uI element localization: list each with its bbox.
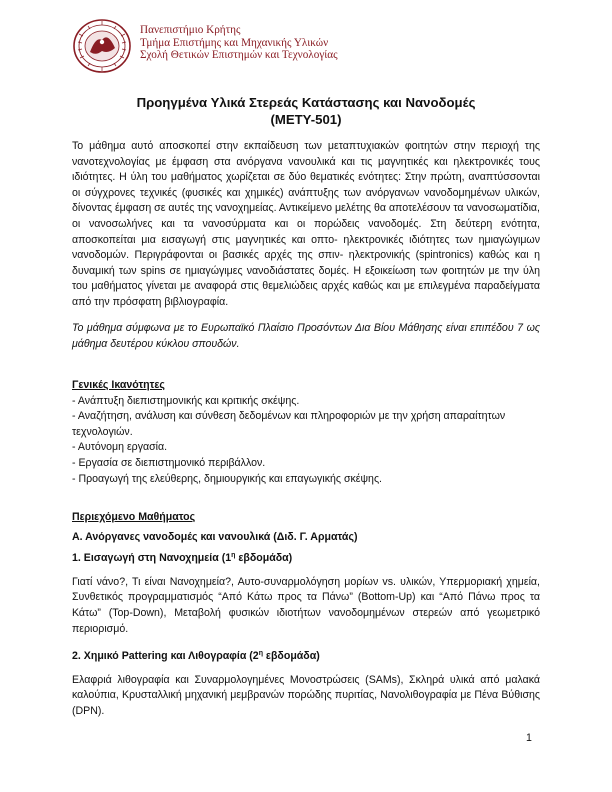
week-2-line: Βύθισης (DPN). [72,689,540,717]
competence-item: - Εργασία σε διεπιστημονικό περιβάλλον. [72,456,266,469]
week-1-heading [72,551,540,567]
institution-name [140,24,338,62]
university-name: Πανεπιστήμιο Κρήτης [140,24,241,36]
competence-item: - Προαγωγή της ελεύθερης, δημιουργικής και επαγωγικής σκέψης. [72,472,382,485]
description-line: νανοδομές. Στη δεύτερη ενότητα, αποσκοπείται μια εισαγωγή στις μαγνητικές και οπτο- [72,217,540,246]
week-2-line: Ελαφριά λιθογραφία και Συναρμολογημένες Μονοστρώσεις (SAMs), Σκληρά υλικά από μαλακά [72,673,540,686]
week-2-heading [72,649,540,665]
university-seal-logo [72,18,132,74]
week-1-line: Γιατί νάνο?, Τι είναι Νανοχημεία?, Αυτο-συναρμολόγηση μορίων vs. υλικών, Υπερμοριακή [72,575,503,588]
content-heading: Περιεχόμενο Μαθήματος [72,511,196,523]
week-2-heading-prefix: 2. Χημικό Pattering και Λιθογραφία (2 [72,650,259,663]
school-name: Σχολή Θετικών Επιστημών και Τεχνολογίας [140,49,338,62]
description-line: αποτελέσουν τα νανοσωματίδια, οι νανοσωλήνες και τα νανοσύρματα και οι πορώδεις [72,202,540,230]
description-line: θεμελιώδεις αρχές καθώς και με επιλεγμένα παραδείγματα από την πρόσφατη βιβλιογραφία. [72,280,540,308]
description-line: Το μάθημα αυτό αποσκοπεί στην εκπαίδευση των μεταπτυχιακών φοιτητών στην περιοχή της [72,140,540,152]
description-line: νανοδομημένων υλικών, δίνοντας έμφαση σε αυτές της νανοχημείας. Αντικείμενο μελέτης θα [72,186,540,215]
description-line: ιδιότητες. Η ύλη του μαθήματος χωρίζεται σε δύο θεματικές ενότητες: Στην πρώτη, [72,171,465,184]
description-line: ηλεκτρονικής (spintronics) καθώς και η δυναμική των spins σε ημιαγώγιμες νανοδιάστατες [72,249,540,277]
week-1-heading-prefix: 1. Εισαγωγή στη Νανοχημεία (1 [72,552,232,565]
competence-item: - Ανάπτυξη διεπιστημονικής και κριτικής σκέψης. [72,394,300,407]
description-line: ηλεκτρονικές ιδιότητες των ημιαγώγιμων νανοδομών. Περιγράφονται οι βασικές αρχές της σπιν- [72,233,540,262]
week-2-line: καλούπια, Κρυσταλλική μηχανική μεμβρανών πορώδης πυριτίας, Νανολιθογραφία με Πένα [72,689,499,702]
week-1-description [72,575,540,637]
competence-item-continuation: τεχνολογιών. [72,425,133,438]
week-1-heading-suffix: εβδομάδα) [235,552,293,565]
week-1-line: γεωμετρικό περιορισμό. [72,606,540,635]
week-2-heading-suffix: εβδομάδα) [262,650,320,663]
week-1-superscript: η [231,552,236,560]
page-header [72,16,552,74]
department-name: Τμήμα Επιστήμης και Μηχανικής Υλικών [140,36,329,49]
week-1-line: χημεία, Συνθετικός προγραμματισμός “Από Κάτω προς τα Πάνω” (Bottom-Up) και “Από Πάνω [72,575,540,604]
competence-item: - Αυτόνομη εργασία. [72,441,168,454]
eqf-line: Το μάθημα σύμφωνα με το Ευρωπαϊκό Πλαίσιο Προσόντων Δια Βίου Μάθησης είναι επιπέδου 7 [72,322,524,334]
eqf-level-note [72,321,540,352]
competences-heading: Γενικές Ικανότητες [72,379,165,391]
week-2-superscript: η [258,650,263,658]
week-2-description [72,673,540,720]
eqf-line: ως μάθημα δευτέρου κύκλου σπουδών. [72,322,540,350]
general-competences [72,378,540,487]
page-number: 1 [526,732,532,744]
week-1-line: προς τα Κάτω” (Top-Down), Μεταβολή φυσικών ιδιοτήτων νανοδομημένων στερεών από [72,591,540,619]
description-line: νανοτεχνολογίας με έμφαση στα ανόργανα νανουλικά και τις μαγνητικές και ηλεκτρονικές τους [72,155,540,168]
course-title: Προηγμένα Υλικά Στερεάς Κατάστασης και Νανοδομές [136,95,476,110]
description-line: δομές. Η εξοικείωση των φοιτητών με την ύλη του μαθήματος γίνεται με αναφορά στις [72,264,541,293]
section-a-heading: Α. Ανόργανες νανοδομές και νανουλικά (Διδ. Γ. Αρματάς) [72,530,358,543]
competence-item: - Αναζήτηση, ανάλυση και σύνθεση δεδομένων και πληροφοριών με την χρήση απαραίτητων [72,410,506,423]
course-content [72,510,540,720]
course-code: (ΜΕΤΥ-501) [270,112,342,127]
course-description [72,139,540,311]
description-line: αναπτύσσονται οι σύγχρονες τεχνικές (φυσικές και χημικές) ανάπτυξης των ανόργανων [72,171,540,199]
